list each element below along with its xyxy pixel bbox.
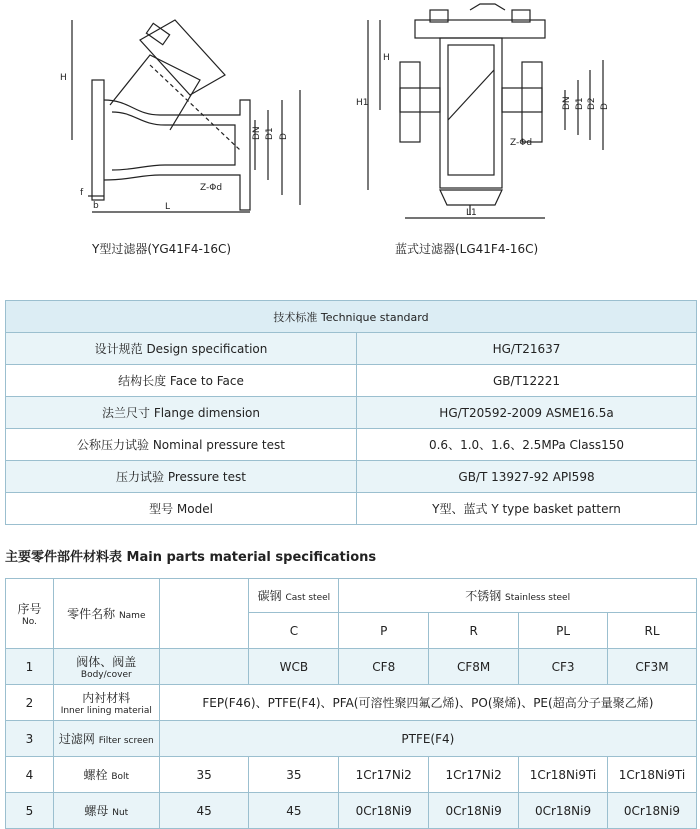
row-no: 5 <box>6 793 54 829</box>
row-cell: 35 <box>249 757 339 793</box>
row-cell: 45 <box>249 793 339 829</box>
row-cell: 1Cr18Ni9Ti <box>519 757 608 793</box>
col-name-cn: 零件名称 <box>67 607 116 621</box>
tech-label: 型号 Model <box>6 493 357 525</box>
basket-label-DN: DN <box>562 96 572 110</box>
row-name-en: Nut <box>112 808 129 818</box>
row-name <box>53 757 159 793</box>
row-no: 3 <box>6 721 54 757</box>
row-name <box>53 721 159 757</box>
carbon-cn: 碳钢 <box>257 589 282 603</box>
row-name <box>53 793 159 829</box>
row-cell: CF8M <box>429 649 519 685</box>
technique-header-cn: 技术标准 <box>273 310 318 324</box>
stainless-cn: 不锈钢 <box>465 589 502 603</box>
grade-header: RL <box>608 613 697 649</box>
materials-title: 主要零件部件材料表 Main parts material specifications <box>5 550 377 565</box>
row-name-cn: 螺母 <box>84 804 109 818</box>
grade-header: R <box>429 613 519 649</box>
y-label-b: b <box>93 201 99 211</box>
row-cell: 1Cr17Ni2 <box>429 757 519 793</box>
row-cell: 45 <box>159 793 249 829</box>
tech-value: GB/T 13927-92 API598 <box>357 461 697 493</box>
row-cell: CF3M <box>608 649 697 685</box>
row-cell: 0Cr18Ni9 <box>429 793 519 829</box>
row-cell: 0Cr18Ni9 <box>519 793 608 829</box>
row-cell: WCB <box>249 649 339 685</box>
tech-label: 结构长度 Face to Face <box>6 365 357 397</box>
col-name-en: Name <box>118 611 146 621</box>
y-label-D1: D1 <box>265 127 275 140</box>
y-strainer-drawing <box>0 0 700 270</box>
basket-label-D: D <box>600 103 610 110</box>
row-name-cn: 内衬材料 <box>82 691 131 705</box>
basket-label-H1: H1 <box>356 98 369 108</box>
basket-label-H: H <box>383 53 390 63</box>
row-cell: CF8 <box>339 649 429 685</box>
tech-value: Y型、蓝式 Y type basket pattern <box>357 493 697 525</box>
materials-table <box>5 578 697 829</box>
row-span-cell: PTFE(F4) <box>159 721 696 757</box>
y-label-D: D <box>279 133 289 140</box>
row-no: 1 <box>6 649 54 685</box>
technique-standard-table <box>5 300 697 525</box>
row-name-cn: 阀体、阀盖 <box>76 655 137 669</box>
stainless-header <box>339 579 697 613</box>
carbon-en: Cast steel <box>285 593 331 603</box>
col-no-cn: 序号 <box>17 602 42 616</box>
tech-label: 公称压力试验 Nominal pressure test <box>6 429 357 461</box>
tech-value: HG/T20592-2009 ASME16.5a <box>357 397 697 429</box>
basket-label-D2: D2 <box>587 97 597 110</box>
row-name-en: Inner lining material <box>60 706 152 716</box>
col-no-en: No. <box>21 617 37 627</box>
col-name-header <box>53 579 159 649</box>
row-no: 2 <box>6 685 54 721</box>
row-cell: 0Cr18Ni9 <box>339 793 429 829</box>
y-label-H: H <box>60 73 67 83</box>
grade-header: PL <box>519 613 608 649</box>
y-label-DN: DN <box>252 126 262 140</box>
grade-header: C <box>249 613 339 649</box>
row-name <box>53 649 159 685</box>
row-name-cn: 过滤网 <box>58 732 95 746</box>
technique-header <box>6 301 697 333</box>
tech-label: 压力试验 Pressure test <box>6 461 357 493</box>
col-no-header <box>6 579 54 649</box>
col-blank-header <box>159 579 249 649</box>
tech-value: HG/T21637 <box>357 333 697 365</box>
tech-label: 设计规范 Design specification <box>6 333 357 365</box>
stainless-en: Stainless steel <box>505 593 571 603</box>
basket-label-D1: D1 <box>575 97 585 110</box>
row-name-cn: 螺栓 <box>83 768 108 782</box>
row-cell: 1Cr18Ni9Ti <box>608 757 697 793</box>
diagram-area <box>0 0 700 270</box>
row-span-cell: FEP(F46)、PTFE(F4)、PFA(可溶性聚四氟乙烯)、PO(聚烯)、PE(超高分子量聚乙烯) <box>159 685 696 721</box>
y-label-f: f <box>80 188 84 198</box>
row-name <box>53 685 159 721</box>
y-label-L: L <box>165 202 171 212</box>
row-no: 4 <box>6 757 54 793</box>
row-name-en: Bolt <box>111 772 130 782</box>
row-name-en: Body/cover <box>80 670 132 680</box>
y-label-zphid: Z-Φd <box>200 183 223 193</box>
technique-header-en: Technique standard <box>320 310 429 324</box>
basket-label-L1: L1 <box>466 208 477 218</box>
tech-value: GB/T12221 <box>357 365 697 397</box>
row-name-en: Filter screen <box>98 736 154 746</box>
row-cell: 35 <box>159 757 249 793</box>
basket-label-zphid: Z-Φd <box>510 138 533 148</box>
y-strainer-caption: Y型过滤器(YG41F4-16C) <box>92 242 232 256</box>
tech-label: 法兰尺寸 Flange dimension <box>6 397 357 429</box>
carbon-header <box>249 579 339 613</box>
basket-strainer-caption: 蓝式过滤器(LG41F4-16C) <box>395 242 539 256</box>
row-cell: 0Cr18Ni9 <box>608 793 697 829</box>
row-cell: 1Cr17Ni2 <box>339 757 429 793</box>
grade-header: P <box>339 613 429 649</box>
row-cell <box>159 649 249 685</box>
row-cell: CF3 <box>519 649 608 685</box>
tech-value: 0.6、1.0、1.6、2.5MPa Class150 <box>357 429 697 461</box>
